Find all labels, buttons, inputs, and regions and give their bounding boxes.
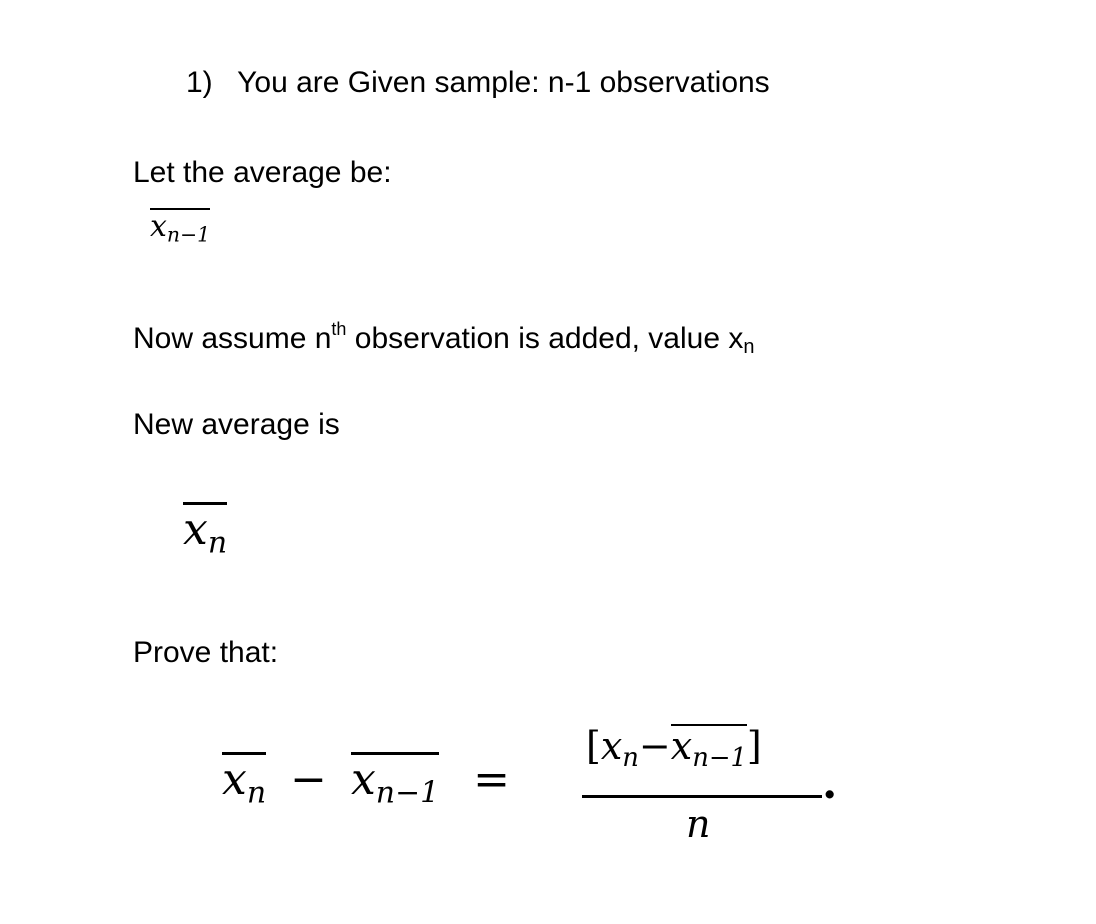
prove-that-text: Prove that: [133,636,279,669]
now-assume-suffix: observation is added, value x [346,322,744,355]
problem-heading [186,68,770,98]
subscript-n-minus-1: n−1 [692,743,747,774]
equation-lhs [222,752,511,811]
symbol-x: x [670,724,693,768]
now-assume-sub: n [743,336,755,358]
symbol-x: x [222,754,247,805]
equals-sign: = [473,754,511,805]
equation-rhs-fraction [582,724,828,844]
now-assume-sup: th [331,319,347,339]
subscript-n-minus-1: n−1 [166,222,211,247]
fraction-bar [582,795,822,798]
fraction-denominator: n [686,802,711,846]
symbol-x: x [350,754,376,805]
now-assume-text [133,320,754,357]
symbol-x: x [183,504,208,555]
subscript-n: n [622,743,639,774]
problem-number: 1) [186,66,213,99]
fraction-numerator [586,724,762,773]
problem-statement: You are Given sample: n-1 observations [237,66,770,99]
now-assume-prefix: Now assume n [133,322,332,355]
subscript-n: n [246,775,267,811]
subscript-n-minus-1: n−1 [375,775,440,811]
formula-mean-n-minus-1 [150,208,210,245]
bracket-open: [ [586,724,601,768]
bracket-close: ] [746,724,762,768]
subscript-n: n [207,525,228,561]
let-average-text: Let the average be: [133,156,392,189]
minus-sign: − [290,754,327,805]
symbol-x: x [600,724,623,768]
minus-sign: − [638,724,671,768]
formula-mean-n [183,502,228,561]
new-average-text: New average is [133,408,340,441]
symbol-x: x [150,209,167,244]
equation-period: . [822,758,838,809]
